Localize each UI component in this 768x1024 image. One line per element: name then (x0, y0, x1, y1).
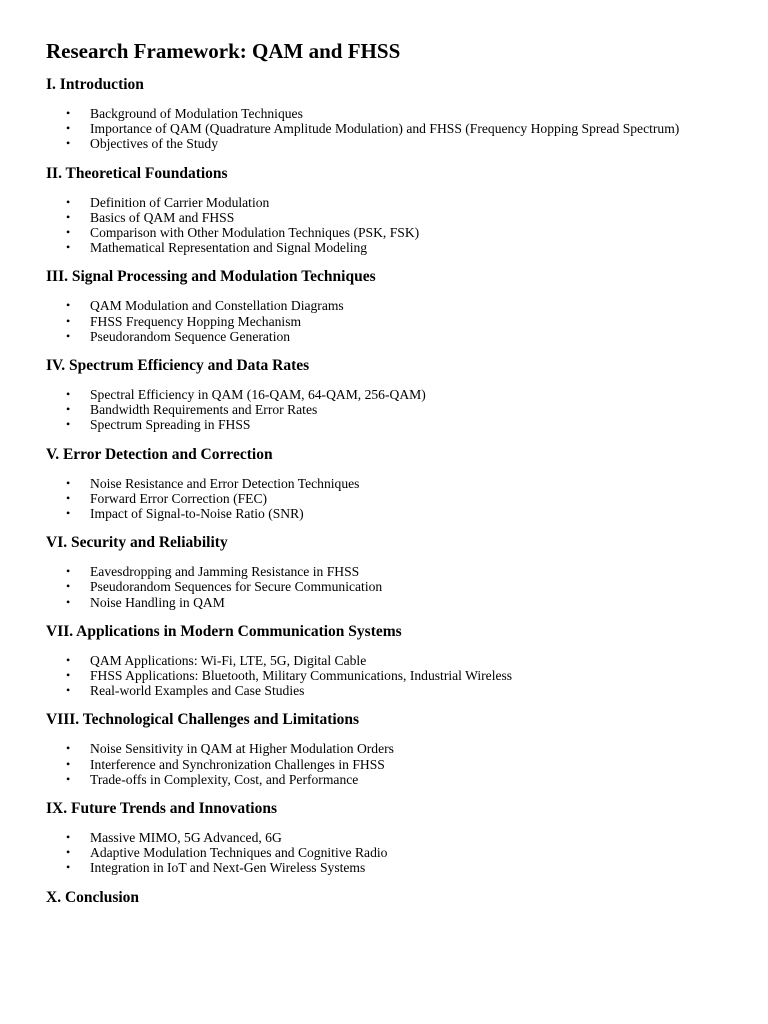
list-item (46, 298, 726, 313)
bullet-icon: • (66, 313, 71, 328)
list-item (46, 240, 726, 255)
section-conclusion (46, 888, 726, 908)
bullet-icon: • (66, 564, 71, 579)
bullet-icon: • (66, 402, 71, 417)
section-heading: III. Signal Processing and Modulation Techniques (46, 268, 376, 286)
bullet-icon: • (66, 209, 71, 224)
list-item-text: Interference and Synchronization Challenges in FHSS (90, 756, 385, 772)
list-item (46, 417, 726, 432)
section-future-trends (46, 799, 726, 876)
bullet-icon: • (66, 668, 71, 683)
section-heading: IX. Future Trends and Innovations (46, 800, 277, 818)
list-item (46, 845, 726, 860)
bullet-icon: • (66, 652, 71, 667)
list-item (46, 860, 726, 875)
bullet-icon: • (66, 194, 71, 209)
section-heading: V. Error Detection and Correction (46, 445, 273, 463)
list-item-text: Mathematical Representation and Signal Modeling (90, 240, 368, 256)
list-item (46, 668, 726, 683)
list-item (46, 402, 726, 417)
bullet-list (46, 653, 726, 699)
section-heading: VIII. Technological Challenges and Limitations (46, 711, 360, 729)
list-item-text: Forward Error Correction (FEC) (90, 490, 268, 506)
list-item-text: QAM Applications: Wi-Fi, LTE, 5G, Digital Cable (90, 652, 367, 668)
bullet-icon: • (66, 579, 71, 594)
list-item (46, 106, 726, 121)
list-item-text: Spectral Efficiency in QAM (16-QAM, 64-QAM, 256-QAM) (90, 387, 426, 403)
list-item (46, 136, 726, 151)
section-introduction (46, 75, 726, 152)
list-item-text: Comparison with Other Modulation Techniques (PSK, FSK) (90, 225, 420, 241)
bullet-list (46, 387, 726, 433)
list-item-text: Objectives of the Study (90, 136, 218, 152)
section-heading: VII. Applications in Modern Communication Systems (46, 622, 402, 640)
bullet-list (46, 830, 726, 876)
list-item-text: Bandwidth Requirements and Error Rates (90, 402, 318, 418)
bullet-icon: • (66, 475, 71, 490)
list-item-text: Adaptive Modulation Techniques and Cognitive Radio (90, 845, 388, 861)
bullet-icon: • (66, 756, 71, 771)
list-item-text: Integration in IoT and Next-Gen Wireless Systems (90, 860, 366, 876)
list-item (46, 772, 726, 787)
list-item-text: Real-world Examples and Case Studies (90, 683, 305, 699)
bullet-icon: • (66, 845, 71, 860)
section-heading: VI. Security and Reliability (46, 534, 228, 552)
list-item (46, 225, 726, 240)
section-applications (46, 622, 726, 699)
bullet-icon: • (66, 136, 71, 151)
list-item (46, 506, 726, 521)
list-item-text: Pseudorandom Sequence Generation (90, 328, 291, 344)
list-item (46, 314, 726, 329)
bullet-list (46, 564, 726, 610)
bullet-icon: • (66, 417, 71, 432)
list-item (46, 195, 726, 210)
bullet-icon: • (66, 240, 71, 255)
list-item-text: Spectrum Spreading in FHSS (90, 417, 251, 433)
bullet-icon: • (66, 830, 71, 845)
list-item-text: Trade-offs in Complexity, Cost, and Performance (90, 771, 359, 787)
bullet-icon: • (66, 741, 71, 756)
list-item-text: Background of Modulation Techniques (90, 106, 303, 121)
list-item-text: FHSS Frequency Hopping Mechanism (90, 313, 302, 329)
section-heading: IV. Spectrum Efficiency and Data Rates (46, 357, 310, 375)
document-title: Research Framework: QAM and FHSS (46, 39, 401, 63)
list-item-text: FHSS Applications: Bluetooth, Military Communications, Industrial Wireless (90, 668, 513, 684)
bullet-list (46, 195, 726, 256)
list-item-text: Impact of Signal-to-Noise Ratio (SNR) (90, 506, 304, 522)
list-item-text: Noise Handling in QAM (90, 594, 225, 610)
bullet-icon: • (66, 298, 71, 313)
list-item-text: Massive MIMO, 5G Advanced, 6G (90, 830, 282, 846)
list-item (46, 757, 726, 772)
section-error-detection (46, 445, 726, 522)
list-item (46, 741, 726, 756)
list-item-text: Basics of QAM and FHSS (90, 209, 235, 225)
bullet-icon: • (66, 594, 71, 609)
list-item (46, 329, 726, 344)
section-signal-processing (46, 267, 726, 344)
list-item-text: Pseudorandom Sequences for Secure Communication (90, 579, 383, 595)
section-heading: X. Conclusion (46, 888, 140, 906)
bullet-icon: • (66, 121, 71, 136)
section-heading: I. Introduction (46, 76, 144, 93)
bullet-icon: • (66, 387, 71, 402)
bullet-icon: • (66, 225, 71, 240)
list-item (46, 830, 726, 845)
list-item (46, 564, 726, 579)
list-item (46, 579, 726, 594)
list-item (46, 387, 726, 402)
section-security-reliability (46, 533, 726, 610)
bullet-list (46, 298, 726, 344)
bullet-icon: • (66, 490, 71, 505)
list-item-text: QAM Modulation and Constellation Diagrams (90, 298, 344, 314)
list-item-text: Definition of Carrier Modulation (90, 194, 270, 210)
list-item (46, 476, 726, 491)
list-item-text: Importance of QAM (Quadrature Amplitude Modulation) and FHSS (Frequency Hopping Spread Spectrum) (90, 121, 680, 137)
bullet-icon: • (66, 106, 71, 120)
bullet-list (46, 741, 726, 787)
section-heading: II. Theoretical Foundations (46, 164, 228, 182)
bullet-icon: • (66, 328, 71, 343)
bullet-icon: • (66, 771, 71, 786)
list-item (46, 653, 726, 668)
section-spectrum-efficiency (46, 356, 726, 433)
list-item-text: Eavesdropping and Jamming Resistance in FHSS (90, 564, 360, 580)
list-item (46, 595, 726, 610)
list-item (46, 491, 726, 506)
bullet-icon: • (66, 683, 71, 698)
section-theoretical-foundations (46, 164, 726, 256)
list-item-text: Noise Sensitivity in QAM at Higher Modulation Orders (90, 741, 394, 757)
bullet-list (46, 106, 726, 152)
bullet-icon: • (66, 860, 71, 875)
document-page (46, 38, 726, 919)
list-item (46, 210, 726, 225)
section-challenges (46, 710, 726, 787)
list-item (46, 683, 726, 698)
bullet-icon: • (66, 506, 71, 521)
list-item (46, 121, 726, 136)
bullet-list (46, 476, 726, 522)
list-item-text: Noise Resistance and Error Detection Techniques (90, 475, 360, 491)
